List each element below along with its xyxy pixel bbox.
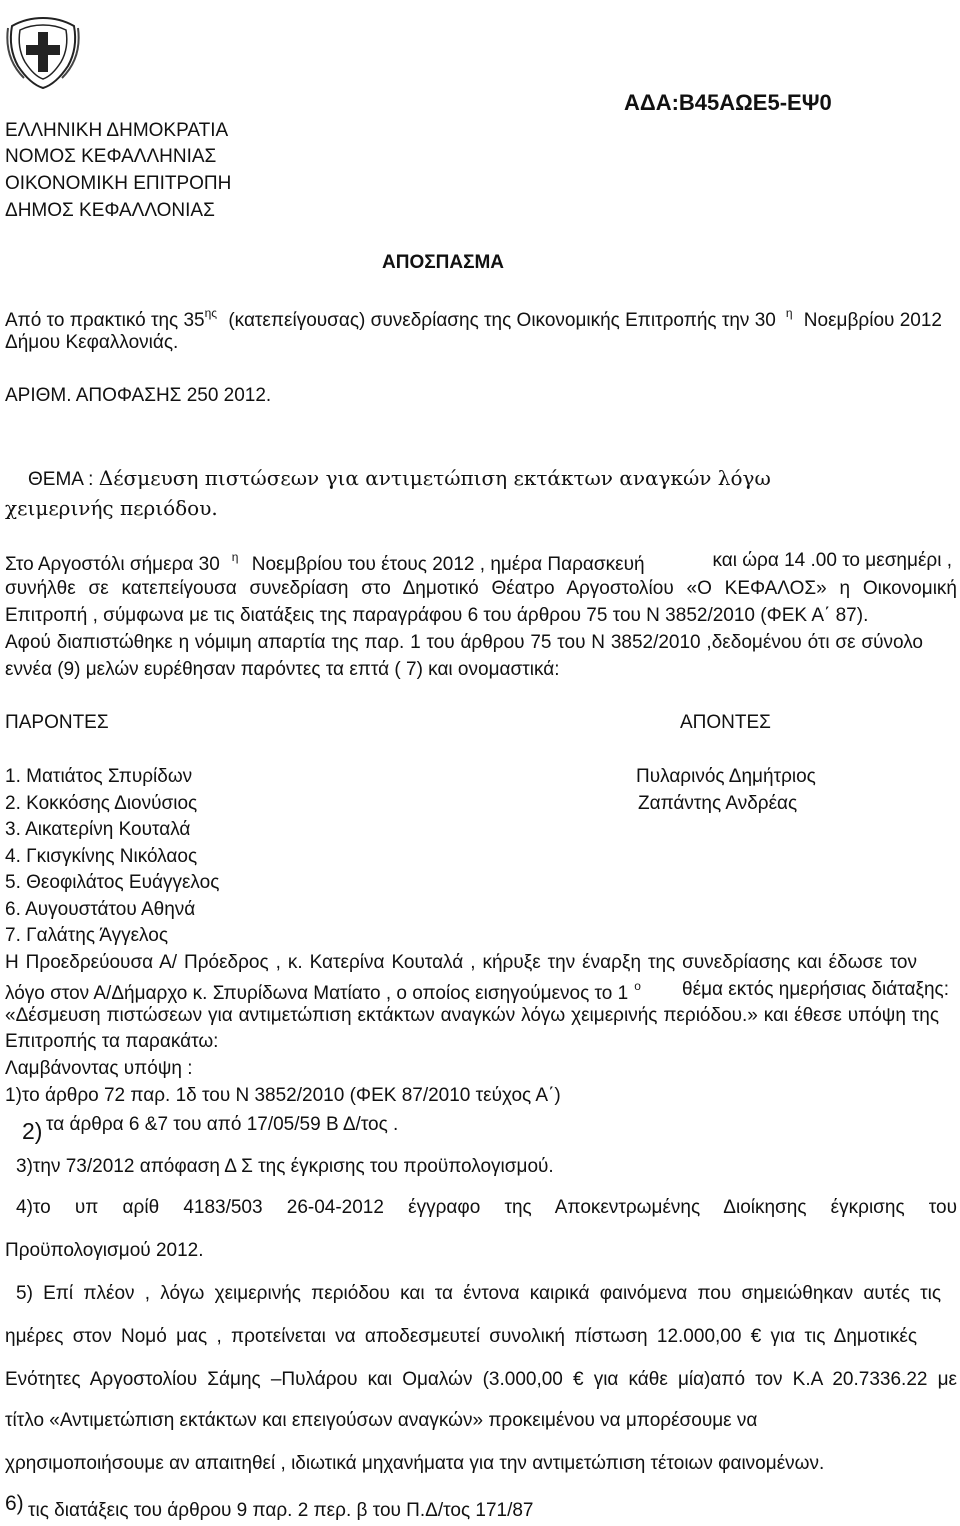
intro-sup-a: ης — [204, 306, 218, 320]
considering-label: Λαμβάνοντας υπόψη : — [5, 1058, 193, 1079]
item-5-line-2: ημέρες στον Νομό μας , προτείνεται να αποδεσμευτεί συνολική πίστωση 12.000,00 € για τις Δημοτικές — [5, 1326, 917, 1347]
greek-coat-of-arms-emblem — [4, 8, 82, 90]
body-line-4: Επιτροπής τα παρακάτω: — [5, 1031, 219, 1052]
item-2-text: τα άρθρα 6 &7 του από 17/05/59 Β Δ/τος . — [46, 1114, 399, 1135]
coat-of-arms-icon — [4, 8, 82, 90]
absent-header: ΑΠΟΝΤΕΣ — [680, 712, 771, 733]
item-1: 1)το άρθρο 72 παρ. 1δ του Ν 3852/2010 (ΦΕΚ 87/2010 τεύχος Α΄) — [5, 1085, 561, 1106]
present-member-4: 4. Γκισγκίνης Νικόλαος — [5, 846, 198, 867]
item-5-line-5: χρησιμοποιήσουμε αν απαιτηθεί , ιδιωτικά μηχανήματα για την αντιμετώπιση τέτοιων φαινομένων. — [5, 1453, 825, 1474]
item-6-text: τις διατάξεις του άρθρου 9 παρ. 2 περ. β του Π.Δ/τος 171/87 — [28, 1500, 534, 1521]
present-member-2: 2. Κοκκόσης Διονύσιος — [5, 793, 198, 814]
present-member-6: 6. Αυγουστάτου Αθηνά — [5, 899, 196, 920]
intro-sup-b: η — [785, 306, 793, 320]
intro-line-2: Δήμου Κεφαλλονιάς. — [5, 332, 179, 353]
body-line-2a: λόγο στον Α/Δήμαρχο κ. Σπυρίδωνα Ματίατο , ο οποίος εισηγούμενος το 1 — [5, 983, 629, 1004]
present-member-7: 7. Γαλάτης Άγγελος — [5, 925, 168, 946]
item-4-line-2: Προϋπολογισμού 2012. — [5, 1240, 204, 1261]
subject-text-1: Δέσμευση πιστώσεων για αντιμετώπιση εκτάκτων αναγκών λόγω — [98, 466, 771, 490]
absent-member-1: Πυλαρινός Δημήτριος — [636, 766, 816, 787]
item-4-line-1: 4)το υπ αρίθ 4183/503 26-04-2012 έγγραφο της Αποκεντρωμένης Διοίκησης έγκρισης του — [16, 1197, 957, 1218]
body-line-2-sup: ο — [634, 979, 641, 993]
meeting-line-5: εννέα (9) μελών ευρέθησαν παρόντες τα επτά ( 7) και ονομαστικά: — [5, 659, 560, 680]
item-2-number: 2) — [22, 1118, 43, 1144]
item-5-line-1: 5) Επί πλέον , λόγω χειμερινής περιόδου και τα έντονα καιρικά φαινόμενα που σημειώθηκαν αυτές τις — [16, 1283, 941, 1304]
body-line-2 — [5, 979, 957, 1005]
subject-line-1 — [28, 466, 771, 491]
org-line-3: ΟΙΚΟΝΟΜΙΚΗ ΕΠΙΤΡΟΠΗ — [5, 173, 232, 194]
org-line-1: ΕΛΛΗΝΙΚΗ ΔΗΜΟΚΡΑΤΙΑ — [5, 120, 229, 141]
intro-text-b: (κατεπείγουσας) συνεδρίασης της Οικονομικής Επιτροπής την 30 — [228, 310, 776, 331]
present-header: ΠΑΡΟΝΤΕΣ — [5, 712, 109, 733]
ada-code: ΑΔΑ:Β45ΑΩΕ5-ΕΨ0 — [624, 90, 832, 115]
intro-text-a: Από το πρακτικό της 35 — [5, 310, 205, 331]
decision-number: ΑΡΙΘΜ. ΑΠΟΦΑΣΗΣ 250 2012. — [5, 385, 272, 406]
meeting-text-c: και ώρα 14 .00 το μεσημέρι , — [712, 550, 952, 571]
intro-line-1 — [5, 306, 942, 332]
body-line-3: «Δέσμευση πιστώσεων για αντιμετώπιση εκτάκτων αναγκών λόγω χειμερινής περιόδου.» και έθεσε υπόψη της — [5, 1005, 939, 1026]
present-member-5: 5. Θεοφιλάτος Ευάγγελος — [5, 872, 220, 893]
item-5-line-3: Ενότητες Αργοστολίου Σάμης –Πυλάρου και Ομαλών (3.000,00 € για κάθε μία)από τον Κ.Α 20.7336.22 με — [5, 1369, 957, 1390]
meeting-line-4: Αφού διαπιστώθηκε η νόμιμη απαρτία της παρ. 1 του άρθρου 75 του Ν 3852/2010 ,δεδομένου ότι σε σύνολο — [5, 632, 923, 653]
document-title: ΑΠΟΣΠΑΣΜΑ — [382, 252, 505, 273]
org-line-4: ΔΗΜΟΣ ΚΕΦΑΛΛΟΝΙΑΣ — [5, 200, 215, 221]
intro-text-c: Νοεμβρίου 2012 — [803, 310, 942, 331]
body-line-1: Η Προεδρεύουσα Α/ Πρόεδρος , κ. Κατερίνα Κουταλά , κήρυξε την έναρξη της συνεδρίασης και έδωσε τον — [5, 952, 917, 973]
subject-line-2: χειμερινής περιόδου. — [5, 496, 218, 520]
meeting-line-1 — [5, 550, 957, 576]
meeting-text-b: Νοεμβρίου του έτους 2012 , ημέρα Παρασκευή — [251, 554, 645, 575]
meeting-line-3: Επιτροπή , σύμφωνα με τις διατάξεις της παραγράφου 6 του άρθρου 75 του Ν 3852/2010 (ΦΕΚ Α΄ 87). — [5, 605, 869, 626]
meeting-sup: η — [231, 550, 239, 564]
present-member-1: 1. Ματιάτος Σπυρίδων — [5, 766, 193, 787]
body-line-2b: θέμα εκτός ημερήσιας διάταξης: — [682, 979, 949, 1000]
item-5-line-4: τίτλο «Αντιμετώπιση εκτάκτων και επειγούσων αναγκών» προκειμένου να μπορέσουμε να — [5, 1410, 758, 1431]
absent-member-2: Ζαπάντης Ανδρέας — [638, 793, 798, 814]
subject-label: ΘΕΜΑ : — [28, 469, 94, 490]
present-member-3: 3. Αικατερίνη Κουταλά — [5, 819, 191, 840]
meeting-text-a: Στο Αργοστόλι σήμερα 30 — [5, 554, 220, 575]
org-line-2: ΝΟΜΟΣ ΚΕΦΑΛΛΗΝΙΑΣ — [5, 146, 217, 167]
meeting-line-2: συνήλθε σε κατεπείγουσα συνεδρίαση στο Δημοτικό Θέατρο Αργοστολίου «Ο ΚΕΦΑΛΟΣ» η Οικονομική — [5, 578, 957, 599]
item-3: 3)την 73/2012 απόφαση Δ Σ της έγκρισης του προϋπολογισμού. — [16, 1156, 554, 1177]
item-6-number: 6) — [5, 1492, 24, 1515]
